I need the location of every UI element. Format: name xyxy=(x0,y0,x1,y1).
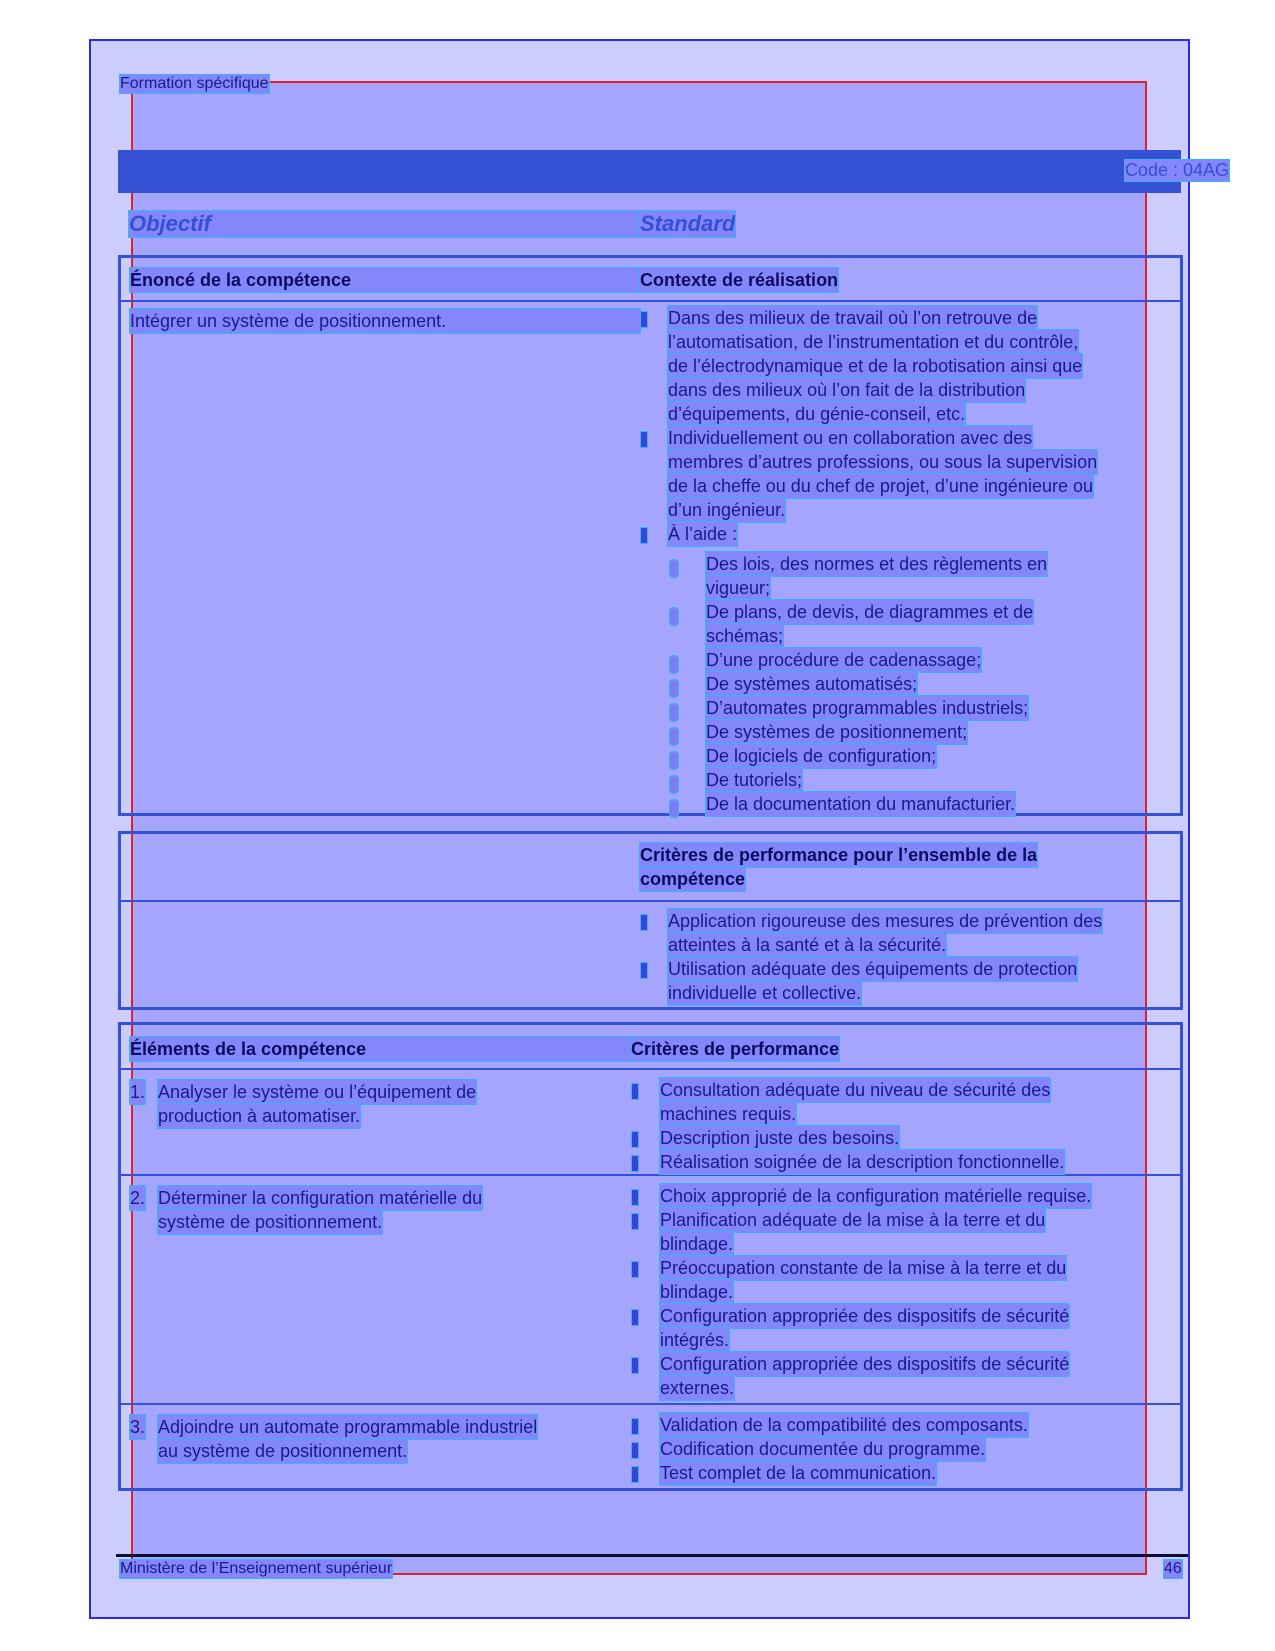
aid-line: vigueur; xyxy=(706,578,771,598)
aid-line: De la documentation du manufacturier. xyxy=(706,794,1016,814)
criterion-line: blindage. xyxy=(660,1282,734,1302)
criterion-line: Réalisation soignée de la description fonctionnelle. xyxy=(660,1152,1065,1172)
bullet-icon xyxy=(632,1190,638,1205)
criterion-line: machines requis. xyxy=(660,1104,797,1124)
criterion-line: Configuration appropriée des dispositifs de sécurité xyxy=(660,1306,1070,1326)
bullet-icon xyxy=(632,1214,638,1229)
aid-line: schémas; xyxy=(706,626,784,646)
aid-line: De tutoriels; xyxy=(706,770,803,790)
overall-criteria-line: atteintes à la santé et à la sécurité. xyxy=(668,935,947,955)
element-text: Adjoindre un automate programmable industriel xyxy=(158,1417,538,1437)
criterion-line: Test complet de la communication. xyxy=(660,1463,937,1483)
context-line: membres d’autres professions, ou sous la supervision xyxy=(668,452,1098,472)
element-text: au système de positionnement. xyxy=(158,1441,408,1461)
competence-statement: Intégrer un système de positionnement. xyxy=(130,309,640,333)
element-number: 1. xyxy=(130,1082,146,1102)
aid-line: D’une procédure de cadenassage; xyxy=(706,650,982,670)
aid-line: Des lois, des normes et des règlements en xyxy=(706,554,1048,574)
criterion-line: blindage. xyxy=(660,1234,734,1254)
statement-heading: Énoncé de la compétence xyxy=(130,268,640,292)
bullet-icon xyxy=(632,1262,638,1277)
aid-line: De systèmes de positionnement; xyxy=(706,722,968,742)
bullet-icon xyxy=(632,1310,638,1325)
competence-code: Code : 04AG xyxy=(1124,160,1229,180)
program-header: Formation spécifique xyxy=(120,75,269,92)
bullet-icon xyxy=(632,1467,638,1482)
elements-heading: Éléments de la compétence xyxy=(130,1037,630,1061)
element-text: système de positionnement. xyxy=(158,1212,383,1232)
context-line: À l’aide : xyxy=(668,524,738,544)
overall-criteria-heading: compétence xyxy=(640,869,746,889)
overall-criteria-line: Utilisation adéquate des équipements de protection xyxy=(668,959,1078,979)
criterion-line: Consultation adéquate du niveau de sécurité des xyxy=(660,1080,1051,1100)
criterion-line: externes. xyxy=(660,1378,735,1398)
overall-criteria-line: individuelle et collective. xyxy=(668,983,862,1003)
bullet-icon xyxy=(632,1156,638,1171)
objective-title: Objectif xyxy=(129,211,639,237)
criterion-line: Configuration appropriée des dispositifs de sécurité xyxy=(660,1354,1070,1374)
bullet-icon xyxy=(632,1358,638,1373)
context-heading: Contexte de réalisation xyxy=(640,270,839,290)
context-line: Dans des milieux de travail où l’on retrouve de xyxy=(668,308,1038,328)
criterion-line: Planification adéquate de la mise à la terre et du xyxy=(660,1210,1046,1230)
element-text: Analyser le système ou l’équipement de xyxy=(158,1082,477,1102)
context-line: d’un ingénieur. xyxy=(668,500,786,520)
context-line: Individuellement ou en collaboration avec des xyxy=(668,428,1033,448)
footer-ministry: Ministère de l’Enseignement supérieur xyxy=(120,1560,393,1577)
performance-criteria-heading: Critères de performance xyxy=(631,1039,840,1059)
page-number: 46 xyxy=(1164,1560,1182,1577)
criterion-line: Validation de la compatibilité des composants. xyxy=(660,1415,1028,1435)
context-line: de la cheffe ou du chef de projet, d’une ingénieure ou xyxy=(668,476,1093,496)
aid-line: De logiciels de configuration; xyxy=(706,746,937,766)
context-line: d’équipements, du génie-conseil, etc. xyxy=(668,404,966,424)
overall-criteria-heading: Critères de performance pour l’ensemble de la xyxy=(640,845,1038,865)
bullet-icon xyxy=(632,1419,638,1434)
context-line: l’automatisation, de l’instrumentation et du contrôle, xyxy=(668,332,1079,352)
footer-rule xyxy=(116,1554,1188,1557)
context-line: dans des milieux où l’on fait de la distribution xyxy=(668,380,1026,400)
criterion-line: Préoccupation constante de la mise à la terre et du xyxy=(660,1258,1067,1278)
element-text: Déterminer la configuration matérielle du xyxy=(158,1188,483,1208)
bullet-icon xyxy=(632,1443,638,1458)
aid-line: De systèmes automatisés; xyxy=(706,674,918,694)
aid-line: D’automates programmables industriels; xyxy=(706,698,1029,718)
bullet-icon xyxy=(632,1084,638,1099)
element-number: 2. xyxy=(130,1188,146,1208)
element-number: 3. xyxy=(130,1417,146,1437)
context-line: de l’électrodynamique et de la robotisation ainsi que xyxy=(668,356,1083,376)
criterion-line: Choix approprié de la configuration matérielle requise. xyxy=(660,1186,1092,1206)
aid-line: De plans, de devis, de diagrammes et de xyxy=(706,602,1034,622)
bullet-icon xyxy=(632,1132,638,1147)
element-text: production à automatiser. xyxy=(158,1106,361,1126)
criterion-line: Description juste des besoins. xyxy=(660,1128,900,1148)
standard-title: Standard xyxy=(640,211,736,236)
overall-criteria-line: Application rigoureuse des mesures de prévention des xyxy=(668,911,1103,931)
criterion-line: Codification documentée du programme. xyxy=(660,1439,986,1459)
criterion-line: intégrés. xyxy=(660,1330,730,1350)
